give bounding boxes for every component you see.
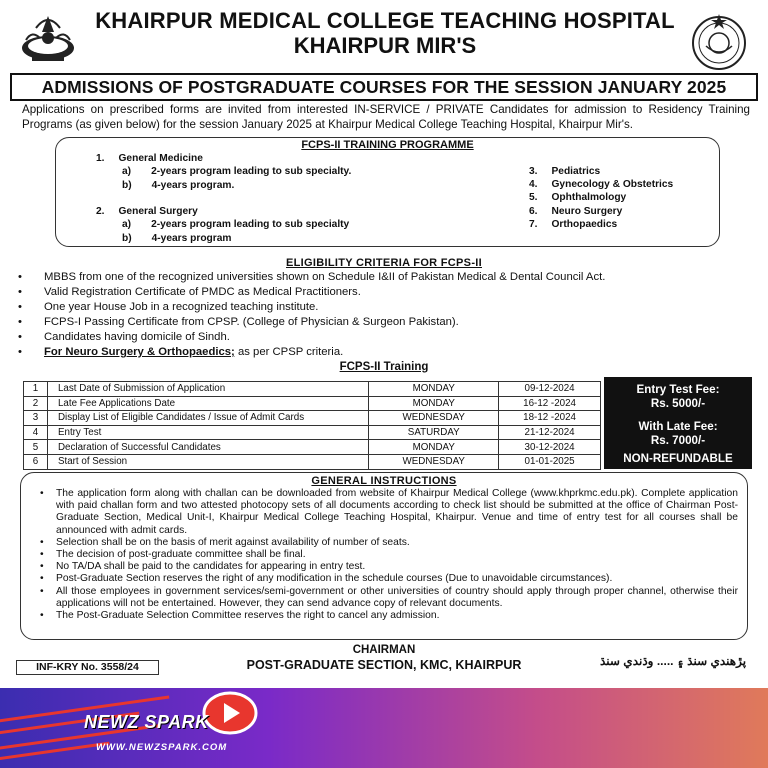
hospital-title: KHAIRPUR MEDICAL COLLEGE TEACHING HOSPITAL [95,8,675,33]
entry-fee-label: Entry Test Fee: [636,383,720,396]
instruction-item: • No TA/DA shall be paid to the candidates for appearing in entry test. [38,561,738,573]
sindh-seal-icon [688,12,750,70]
chairman-label: CHAIRMAN [352,644,416,656]
instruction-item: • The application form along with challan can be downloaded from website of Khairpur Medical College (www.khprkmc.edu.pk). Complete application with paid challan form and two attested photocopy sets of all documents according to check list should be submitted at the office of Chairman Post-Graduate Section, Medical Unit-I, Khairpur Medical College Teaching Hospital, Khairpur. Venue and time of entry test for all courses shall be announced with admit cards. [38,488,738,537]
programme-item: 3. Pediatrics [529,166,601,177]
programme-title: FCPS-II TRAINING PROGRAMME [301,139,474,151]
instructions-title: GENERAL INSTRUCTIONS [311,475,457,487]
training-title: FCPS-II Training [339,361,429,373]
programme-item: 1. General Medicine [96,153,203,164]
instruction-item: • Selection shall be on the basis of merit against availability of number of seats. [38,537,738,549]
admissions-banner: ADMISSIONS OF POSTGRADUATE COURSES FOR THE SESSION JANUARY 2025 [10,73,758,101]
late-fee-amount: Rs. 7000/- [650,434,706,447]
schedule-table [23,381,601,470]
table-row: 2 Late Fee Applications Date MONDAY 16-12 -2024 [24,396,601,411]
non-refundable-note: NON-REFUNDABLE [623,452,733,465]
eligibility-item: • Candidates having domicile of Sindh. [18,331,230,343]
entry-fee-amount: Rs. 5000/- [650,397,706,410]
table-row: 3 Display List of Eligible Candidates / Issue of Admit Cards WEDNESDAY 18-12 -2024 [24,411,601,426]
brand-name: NEWZ SPARK [84,712,209,732]
table-row: 5 Declaration of Successful Candidates MONDAY 30-12-2024 [24,440,601,455]
intro-paragraph: Applications on prescribed forms are invited from interested IN-SERVICE / PRIVATE Candidates for admission to Residency Training Programs (as given below) for the session January 2025 at Khairpur Medical College Teaching Hospital, Khairpur Mir's. [22,103,750,131]
section-label: POST-GRADUATE SECTION, KMC, KHAIRPUR [246,658,522,672]
table-row: 4 Entry Test SATURDAY 21-12-2024 [24,425,601,440]
programme-subitem: a) 2-years program leading to sub specialty [122,219,350,230]
table-row: 6 Start of Session WEDNESDAY 01-01-2025 [24,454,601,469]
programme-item: 4. Gynecology & Obstetrics [529,179,674,190]
eligibility-title: ELIGIBILITY CRITERIA FOR FCPS-II [286,257,482,269]
hospital-location: KHAIRPUR MIR'S [293,33,477,58]
eligibility-item: • One year House Job in a recognized teaching institute. [18,301,319,313]
instruction-item: • All those employees in government services/semi-government or other universities of country should apply through proper channel, otherwise their applications will not be entertained. However, they can send advance copy of relevant documents. [38,586,738,610]
eligibility-item: • For Neuro Surgery & Orthopaedics; as per CPSP criteria. [18,346,344,358]
brand-url: WWW.NEWZSPARK.COM [96,742,228,753]
programme-item: 5. Ophthalmology [529,192,627,203]
table-row: 1 Last Date of Submission of Application MONDAY 09-12-2024 [24,382,601,397]
late-fee-label: With Late Fee: [638,420,718,433]
programme-subitem: a) 2-years program leading to sub specialty. [122,166,352,177]
instructions-list [38,488,738,622]
programme-item: 2. General Surgery [96,206,198,217]
college-emblem-icon [18,10,78,65]
instruction-item: • Post-Graduate Section reserves the right of any modification in the schedule courses (Due to unavoidable circumstances). [38,573,738,585]
instruction-item: • The decision of post-graduate committee shall be final. [38,549,738,561]
reference-number: INF-KRY No. 3558/24 [16,660,159,675]
programme-item: 6. Neuro Surgery [529,206,623,217]
fee-box [604,377,752,469]
programme-subitem: b) 4-years program [122,233,232,244]
eligibility-item: • Valid Registration Certificate of PMDC as Medical Practitioners. [18,286,361,298]
eligibility-item: • MBBS from one of the recognized universities shown on Schedule I&II of Pakistan Medical & Dental Council Act. [18,271,606,283]
sindhi-slogan: پڙهندي سنڌ ۽ ..... وڌندي سنڌ [600,654,747,668]
programme-item: 7. Orthopaedics [529,219,618,230]
eligibility-item: • FCPS-I Passing Certificate from CPSP. (College of Physician & Surgeon Pakistan). [18,316,459,328]
instruction-item: • The Post-Graduate Selection Committee reserves the right to cancel any admission. [38,610,738,622]
programme-subitem: b) 4-years program. [122,180,235,191]
header [0,0,768,70]
